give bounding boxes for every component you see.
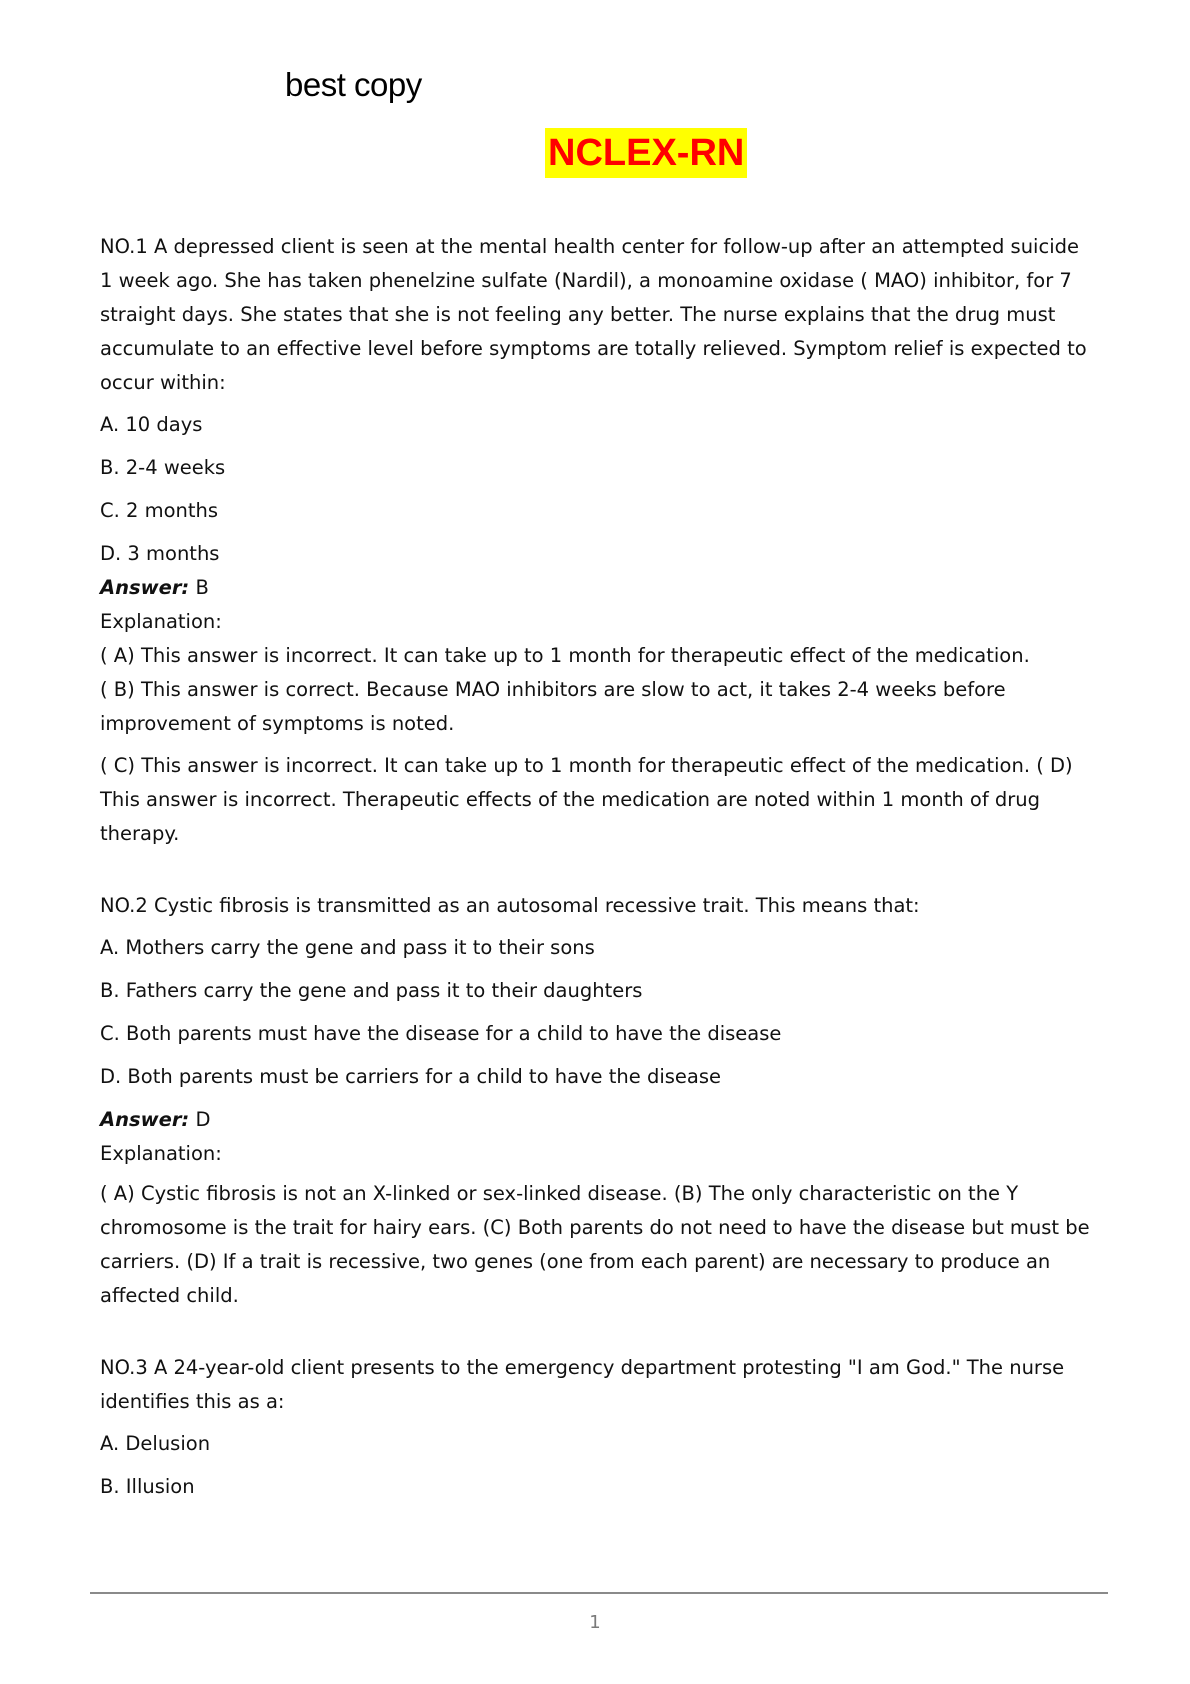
option-a: A. Mothers carry the gene and pass it to their sons [100,936,595,959]
document-title: NCLEX-RN [545,128,747,178]
option-b: B. Illusion [100,1475,195,1498]
option-b: B. 2-4 weeks [100,456,226,479]
answer-value: B [195,576,209,599]
option-c: C. 2 months [100,499,219,522]
answer-value: D [195,1108,211,1131]
answer-label: Answer: [100,1108,190,1131]
option-d: D. Both parents must be carriers for a child to have the disease [100,1065,722,1088]
question-block [100,889,1090,1313]
explanation-text: ( C) This answer is incorrect. It can take up to 1 month for therapeutic effect of the medication. ( D) This answer is incorrect. Therapeutic effects of the medication are noted within 1 month of drug therapy. [100,754,1073,845]
explanation-label: Explanation: [100,610,222,633]
content [100,230,1090,1513]
header-note: best copy [285,66,422,103]
explanation-text: ( A) This answer is incorrect. It can take up to 1 month for therapeutic effect of the medication. [100,644,1030,667]
question-stem: NO.2 Cystic fibrosis is transmitted as an autosomal recessive trait. This means that: [100,894,920,917]
page-number: 1 [589,1612,601,1633]
answer-label: Answer: [100,576,190,599]
explanation-text: ( B) This answer is correct. Because MAO inhibitors are slow to act, it takes 2-4 weeks before improvement of symptoms is noted. [100,678,1006,735]
block-gap [100,859,1090,889]
title-wrap [545,128,747,178]
option-a: A. 10 days [100,413,203,436]
answer-line [100,571,1090,605]
block-gap [100,1321,1090,1351]
question-stem: NO.1 A depressed client is seen at the mental health center for follow-up after an attempted suicide 1 week ago. She has taken phenelzine sulfate (Nardil), a monoamine oxidase ( MAO) inhibitor, for 7 straight days. She states that she is not feeling any better. The nurse explains that the drug must accumulate to an effective level before symptoms are totally relieved. Symptom relief is expected to occur within: [100,235,1087,394]
question-block [100,1351,1090,1504]
option-c: C. Both parents must have the disease for a child to have the disease [100,1022,782,1045]
option-d: D. 3 months [100,542,220,565]
option-a: A. Delusion [100,1432,211,1455]
explanation-text: ( A) Cystic fibrosis is not an X-linked or sex-linked disease. (B) The only characteristic on the Y chromosome is the trait for hairy ears. (C) Both parents do not need to have the disease but must be carriers. (D) If a trait is recessive, two genes (one from each parent) are necessary to produce an affected child. [100,1182,1090,1307]
question-block [100,230,1090,851]
footer-divider [90,1592,1108,1594]
question-stem: NO.3 A 24-year-old client presents to the emergency department protesting "I am God." The nurse identifies this as a: [100,1356,1065,1413]
explanation-label: Explanation: [100,1142,222,1165]
answer-line [100,1103,1090,1137]
option-b: B. Fathers carry the gene and pass it to their daughters [100,979,643,1002]
